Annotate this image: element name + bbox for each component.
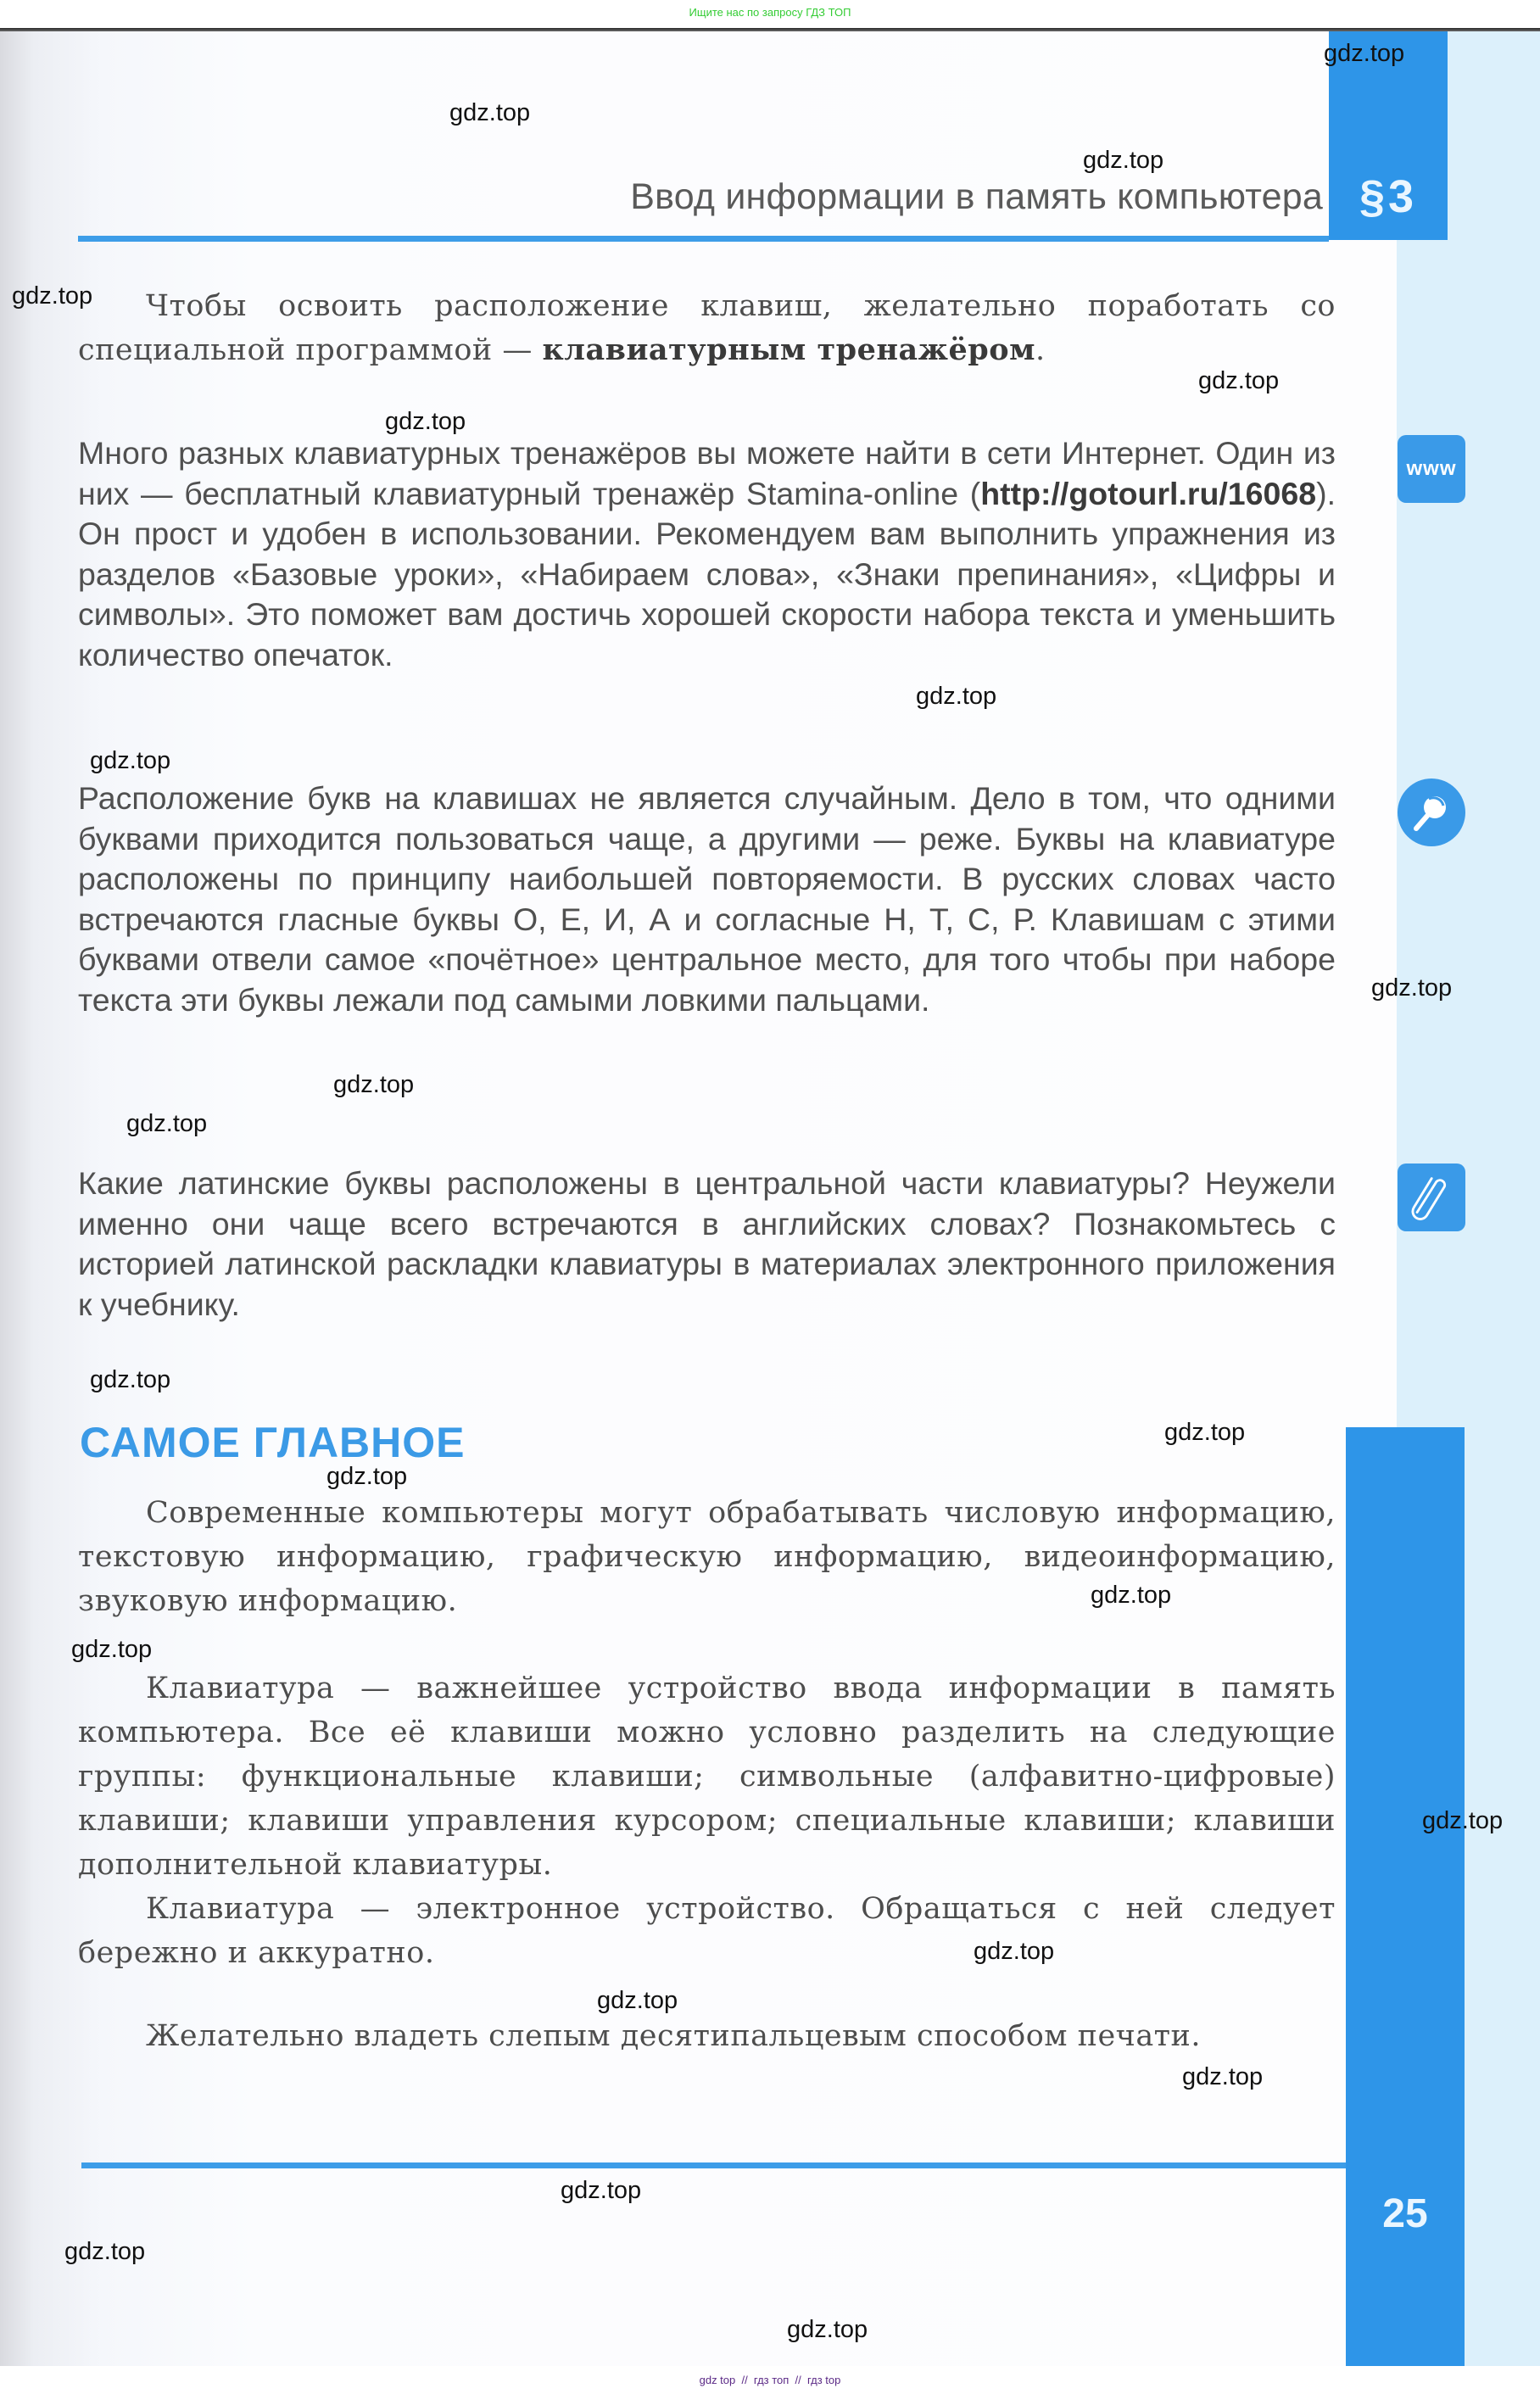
top-banner-text: Ищите нас по запросу ГДЗ ТОП [689,6,851,19]
paperclip-glyph [1406,1172,1457,1223]
summary-heading: САМОЕ ГЛАВНОЕ [80,1419,466,1466]
top-banner [0,0,1540,28]
watermark: gdz.top [1324,40,1405,67]
watermark: gdz.top [333,1071,415,1098]
watermark: gdz.top [64,2238,146,2265]
watermark: gdz.top [90,747,171,774]
paragraph-online-trainers: Много разных клавиатурных тренажёров вы можете найти в сети Интернет. Один из них — бесплатный клавиатурный тренажёр Stamina-online (http://gotourl.ru/16068). Он прост и удобен в использовании. Рекомендуем вам выполнить упражнения из разделов «Базовые уроки», «Набираем слова», «Знаки препинания», «Цифры и символы». Это поможет вам достичь хорошей скорости набора текста и уменьшить количество опечаток. [78,435,1336,672]
page-title: Ввод информации в память компьютера [630,176,1323,217]
www-icon-label: www [1406,457,1457,480]
bottom-banner [0,2366,1540,2394]
paperclip-icon[interactable] [1398,1164,1465,1231]
summary-item: Клавиатура — электронное устройство. Обращаться с ней следует бережно и аккуратно. [78,1892,1336,1970]
page-number: 25 [1382,2191,1428,2236]
summary-item: Клавиатура — важнейшее устройство ввода информации в память компьютера. Все её клавиши можно условно разделить на следующие группы: функциональные клавиши; символьные (алфавитно-цифровые) клавиши; клавиши управления курсором; специальные клавиши; клавиши дополнительной клавиатуры. [78,1671,1336,1882]
paragraph-intro-text: Чтобы освоить расположение клавиш, желательно поработать со специальной программой — [78,289,1336,367]
www-icon[interactable] [1398,435,1465,503]
header-underline [78,236,1329,242]
watermark: gdz.top [1198,367,1280,394]
search-icon[interactable] [1398,778,1465,846]
watermark: gdz.top [1091,1582,1172,1609]
paragraph-intro: Чтобы освоить расположение клавиш, желательно поработать со специальной программой — клавиатурным тренажёром. [78,289,1336,367]
watermark: gdz.top [1182,2063,1264,2090]
keyboard-trainer-term: клавиатурным тренажёром [542,332,1035,367]
watermark: gdz.top [126,1110,208,1137]
paragraph-online-trainers-text: Много разных клавиатурных тренажёров вы можете найти в сети Интернет. Один из них — бесплатный клавиатурный тренажёр Stamina-online ( [78,435,1336,511]
summary-item: Желательно владеть слепым десятипальцевым способом печати. [146,2019,1202,2053]
right-margin-panel-top [1448,31,1540,240]
watermark: gdz.top [385,408,466,435]
watermark: gdz.top [1164,1419,1246,1446]
watermark: gdz.top [561,2177,642,2204]
watermark: gdz.top [1422,1807,1504,1834]
watermark: gdz.top [71,1636,153,1663]
paragraph-latin-question: Какие латинские буквы расположены в центральной части клавиатуры? Неужели именно они чаще всего встречаются в английских словах? Познакомьтесь с историей латинской раскладки клавиатуры в материалах электронного приложения к учебнику. [78,1165,1336,1322]
watermark: gdz.top [449,99,531,126]
watermark: gdz.top [916,683,997,710]
watermark: gdz.top [90,1366,171,1393]
trainer-link[interactable]: http://gotourl.ru/16068 [980,475,1317,511]
watermark: gdz.top [326,1463,408,1490]
watermark: gdz.top [787,2316,868,2343]
watermark: gdz.top [1371,974,1453,1002]
section-number: §3 [1359,171,1418,222]
watermark: gdz.top [974,1938,1055,1965]
paragraph-letter-layout: Расположение букв на клавишах не является случайным. Дело в том, что одними буквами приходится пользоваться чаще, а другими — реже. Буквы на клавиатуре расположены по принципу наибольшей повторяемости. В русских словах часто встречаются гласные буквы О, Е, И, А и согласные Н, Т, С, Р. Клавишам с этими буквами отвели самое «почётное» центральное место, для того чтобы при наборе текста эти буквы лежали под самыми ловкими пальцами. [78,780,1336,1018]
bottom-banner-text: gdz top // гдз топ // гдз top [699,2374,841,2386]
watermark: gdz.top [597,1987,678,2014]
watermark: gdz.top [12,282,93,310]
footer-rule [81,2162,1346,2168]
summary-item: Современные компьютеры могут обрабатывать числовую информацию, текстовую информацию, графическую информацию, видеоинформацию, звуковую информацию. [78,1496,1336,1618]
magnifier-glyph [1406,787,1457,838]
watermark: gdz.top [1083,147,1164,174]
